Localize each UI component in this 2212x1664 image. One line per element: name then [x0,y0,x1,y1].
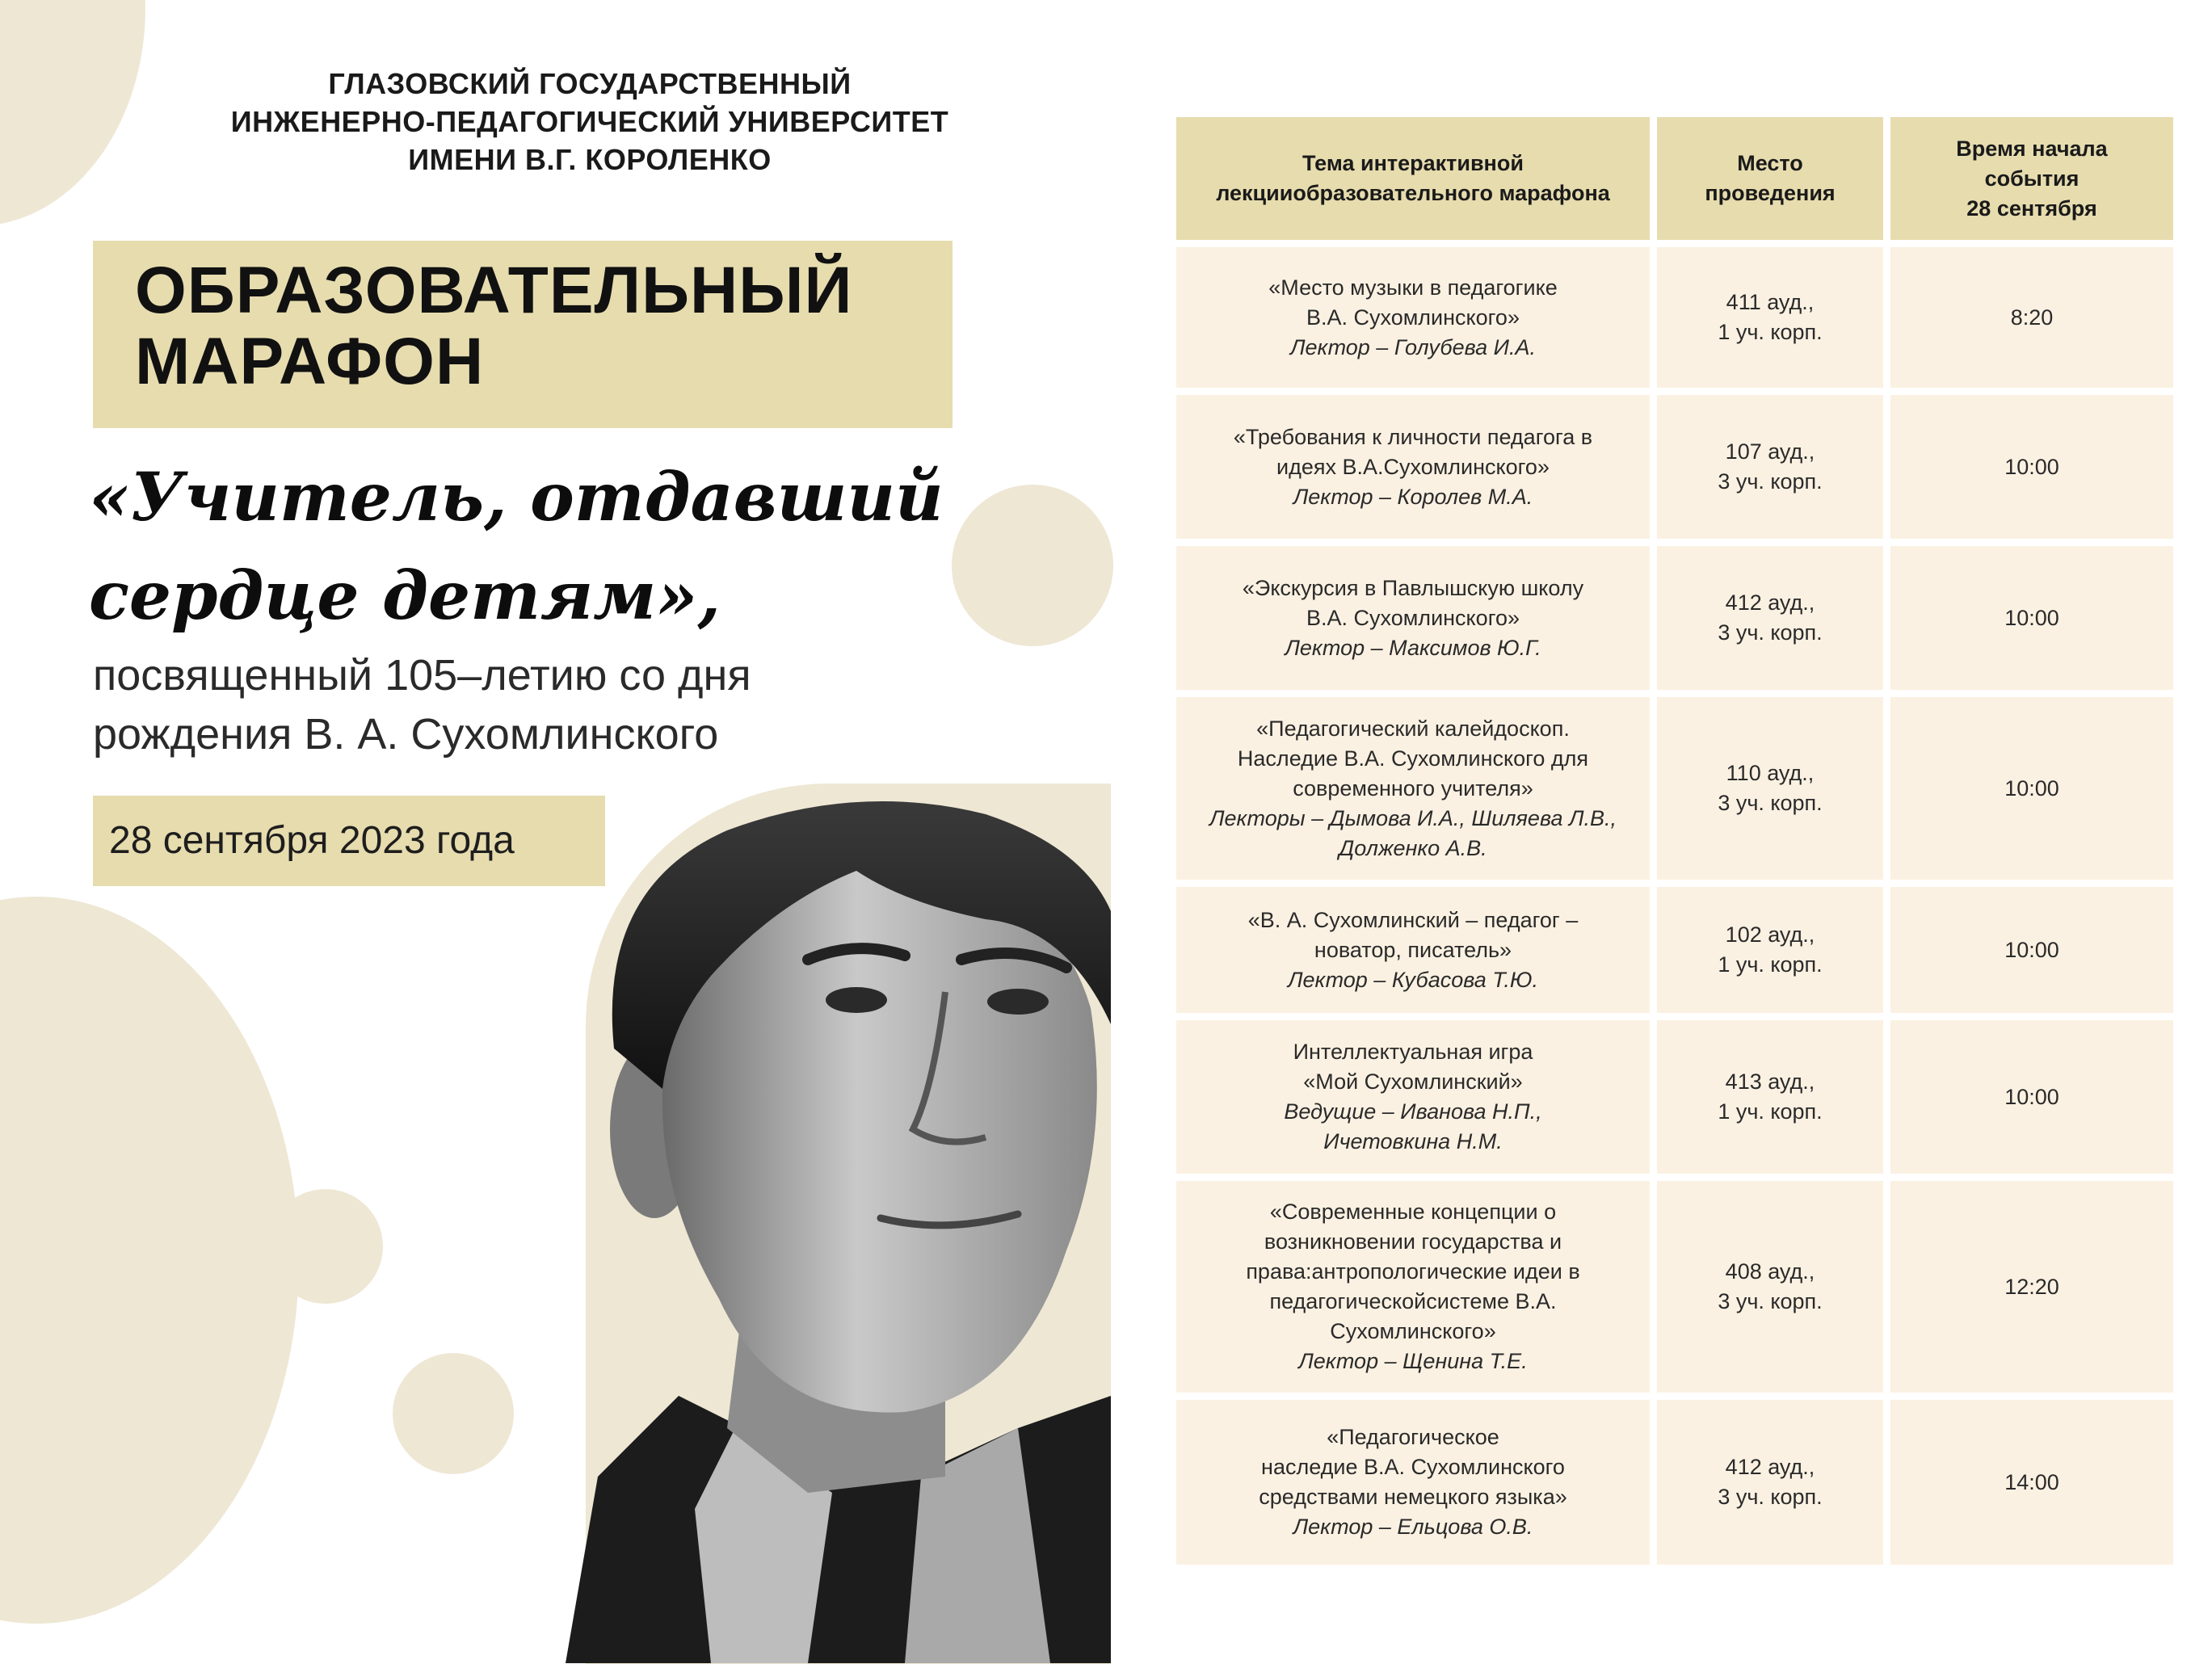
topic-line: «В. А. Сухомлинский – педагог – [1247,907,1579,932]
topic-line: «Современные концепции о [1269,1200,1557,1224]
decor-circle-left-large [0,897,299,1624]
topic-line: Наследие В.А. Сухомлинского для [1237,746,1589,771]
quote-line: «Учитель, отдавший [89,459,944,536]
university-name [105,65,1074,179]
topic-cell [1176,247,1650,388]
place-cell [1657,247,1883,388]
topic-line: «Мой Сухомлинский» [1303,1069,1523,1094]
header-place [1657,117,1883,240]
place-line: 412 ауд., [1725,590,1815,615]
header-topic-line: Тема интерактивной [1302,151,1524,175]
university-line: ИМЕНИ В.Г. КОРОЛЕНКО [408,143,772,176]
schedule-row [1176,247,2173,388]
topic-line: Сухомлинского» [1330,1319,1496,1343]
topic-line: возникновении государства и [1264,1229,1562,1254]
place-line: 1 уч. корп. [1718,952,1823,977]
place-line: 3 уч. корп. [1718,469,1823,494]
lecturer-line: Долженко А.В. [1339,835,1487,860]
topic-cell [1176,546,1650,690]
schedule-row [1176,395,2173,539]
lecturer-line: Лектор – Голубева И.А. [1290,334,1536,359]
header-topic [1176,117,1650,240]
schedule-row [1176,1400,2173,1565]
header-time-line: Время начала [1956,136,2108,161]
topic-line: «Экскурсия в Павлышскую школу [1242,575,1584,600]
university-line: ИНЖЕНЕРНО-ПЕДАГОГИЧЕСКИЙ УНИВЕРСИТЕТ [230,105,949,138]
quote-line: сердце детям», [89,557,721,635]
header-time [1890,117,2173,240]
lecturer-line: Лектор – Ельцова О.В. [1293,1515,1533,1539]
event-quote [89,448,1099,645]
event-subtitle [93,646,998,764]
place-line: 413 ауд., [1725,1069,1815,1094]
time-cell: 10:00 [1890,1020,2173,1174]
lecturer-line: Лектор – Королев М.А. [1293,484,1533,509]
decor-circle-small-1 [268,1189,383,1304]
time-cell: 8:20 [1890,247,2173,388]
place-line: 412 ауд., [1725,1455,1815,1479]
event-title [135,255,935,397]
lecturer-line: Лекторы – Дымова И.А., Шиляева Л.В., [1209,805,1617,830]
event-date: 28 сентября 2023 года [109,819,515,862]
place-line: 3 уч. корп. [1718,1485,1823,1509]
place-line: 408 ауд., [1725,1259,1815,1284]
topic-cell [1176,887,1650,1013]
place-cell [1657,546,1883,690]
time-cell: 10:00 [1890,395,2173,539]
event-title-line: МАРАФОН [135,325,485,398]
time-cell: 10:00 [1890,697,2173,880]
time-cell: 10:00 [1890,546,2173,690]
place-line: 411 ауд., [1726,290,1815,314]
place-line: 3 уч. корп. [1718,1289,1823,1313]
place-cell [1657,395,1883,539]
topic-line: В.А. Сухомлинского» [1306,305,1520,330]
place-line: 1 уч. корп. [1718,320,1823,344]
topic-line: «Педагогическое [1327,1425,1499,1449]
place-line: 3 уч. корп. [1718,620,1823,645]
topic-line: современного учителя» [1293,775,1533,800]
topic-line: новатор, писатель» [1314,937,1512,962]
topic-line: В.А. Сухомлинского» [1306,605,1520,630]
schedule-header-row [1176,117,2173,240]
header-time-line: события [1984,166,2080,191]
schedule-row [1176,1181,2173,1393]
header-place-line: Место [1737,151,1803,175]
topic-line: «Педагогический калейдоскоп. [1256,716,1570,741]
topic-cell [1176,395,1650,539]
schedule-row [1176,1020,2173,1174]
university-line: ГЛАЗОВСКИЙ ГОСУДАРСТВЕННЫЙ [328,67,852,100]
topic-line: Интеллектуальная игра [1293,1040,1533,1064]
time-cell: 10:00 [1890,887,2173,1013]
time-cell: 12:20 [1890,1181,2173,1393]
place-cell [1657,1181,1883,1393]
topic-cell [1176,1020,1650,1174]
header-topic-line: лекцииобразовательного марафона [1216,181,1610,205]
portrait-photo [566,782,1111,1663]
subtitle-line: посвященный 105–летию со дня [93,651,751,700]
topic-line: средствами немецкого языка» [1259,1485,1567,1509]
event-title-box [93,241,953,428]
lecturer-line: Лектор – Щенина Т.Е. [1298,1349,1528,1373]
event-title-line: ОБРАЗОВАТЕЛЬНЫЙ [135,254,853,327]
topic-line: права:антропологические идеи в [1246,1259,1580,1284]
event-date-box [93,796,605,886]
lecturer-line: Ичетовкина Н.М. [1323,1129,1503,1153]
schedule-table [1176,117,2173,1572]
place-line: 1 уч. корп. [1718,1099,1823,1124]
schedule-row [1176,697,2173,880]
place-cell [1657,887,1883,1013]
decor-circle-small-2 [393,1353,514,1474]
topic-cell [1176,1400,1650,1565]
subtitle-line: рождения В. А. Сухомлинского [93,710,719,758]
topic-line: «Требования к личности педагога в [1233,424,1593,449]
schedule-row [1176,887,2173,1013]
place-line: 107 ауд., [1725,439,1815,464]
topic-line: идеях В.А.Сухомлинского» [1276,454,1550,479]
topic-line: «Место музыки в педагогике [1268,275,1558,300]
lecturer-line: Ведущие – Иванова Н.П., [1284,1099,1542,1124]
place-line: 110 ауд., [1726,761,1815,785]
lecturer-line: Лектор – Кубасова Т.Ю. [1288,967,1538,992]
place-cell [1657,1020,1883,1174]
topic-cell [1176,697,1650,880]
place-line: 102 ауд., [1725,922,1815,947]
topic-cell [1176,1181,1650,1393]
place-line: 3 уч. корп. [1718,791,1823,815]
lecturer-line: Лектор – Максимов Ю.Г. [1285,635,1541,660]
topic-line: педагогическойсистеме В.А. [1269,1289,1557,1313]
time-cell: 14:00 [1890,1400,2173,1565]
topic-line: наследие В.А. Сухомлинского [1261,1455,1565,1479]
place-cell [1657,697,1883,880]
schedule-row [1176,546,2173,690]
place-cell [1657,1400,1883,1565]
header-time-line: 28 сентября [1966,195,2097,221]
header-place-line: проведения [1705,181,1836,205]
